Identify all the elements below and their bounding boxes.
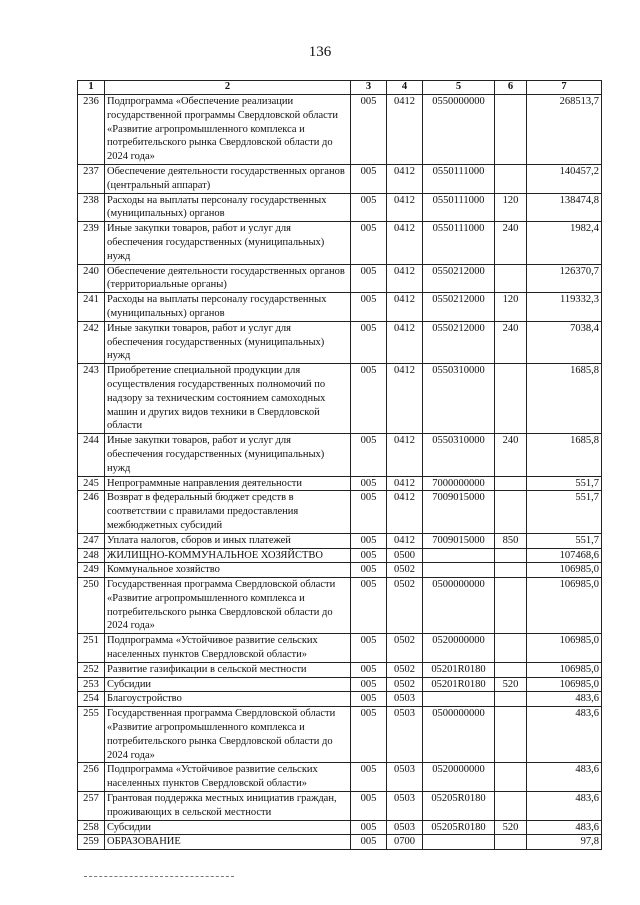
row-code-expense-type bbox=[495, 563, 527, 578]
row-code-section: 0412 bbox=[387, 193, 423, 222]
row-code-admin: 005 bbox=[351, 193, 387, 222]
row-code-target bbox=[423, 835, 495, 850]
row-code-target: 0550310000 bbox=[423, 364, 495, 434]
row-code-admin: 005 bbox=[351, 677, 387, 692]
row-code-admin: 005 bbox=[351, 792, 387, 821]
table-row bbox=[78, 476, 602, 491]
row-name: Государственная программа Свердловской области «Развитие агропромышленного комплекса и потребительского рынка Свердловской области до 2024 года» bbox=[105, 707, 351, 763]
row-code-admin: 005 bbox=[351, 578, 387, 634]
row-amount: 140457,2 bbox=[527, 164, 602, 193]
row-number: 245 bbox=[78, 476, 105, 491]
table-row bbox=[78, 548, 602, 563]
row-code-expense-type: 850 bbox=[495, 533, 527, 548]
row-code-target: 7009015000 bbox=[423, 491, 495, 533]
row-name: Обеспечение деятельности государственных органов (территориальные органы) bbox=[105, 264, 351, 293]
row-code-admin: 005 bbox=[351, 321, 387, 363]
row-code-target: 0550000000 bbox=[423, 95, 495, 165]
row-code-target bbox=[423, 563, 495, 578]
row-name: Государственная программа Свердловской области «Развитие агропромышленного комплекса и потребительского рынка Свердловской области до 2024 года» bbox=[105, 578, 351, 634]
row-number: 239 bbox=[78, 222, 105, 264]
row-code-target: 05201R0180 bbox=[423, 677, 495, 692]
row-amount: 483,6 bbox=[527, 792, 602, 821]
row-number: 246 bbox=[78, 491, 105, 533]
row-amount: 138474,8 bbox=[527, 193, 602, 222]
row-code-admin: 005 bbox=[351, 835, 387, 850]
table-row bbox=[78, 662, 602, 677]
row-code-admin: 005 bbox=[351, 548, 387, 563]
row-code-expense-type bbox=[495, 763, 527, 792]
row-amount: 551,7 bbox=[527, 491, 602, 533]
row-name: Подпрограмма «Устойчивое развитие сельских населенных пунктов Свердловской области» bbox=[105, 634, 351, 663]
row-amount: 268513,7 bbox=[527, 95, 602, 165]
row-amount: 483,6 bbox=[527, 820, 602, 835]
table-header-row bbox=[78, 81, 602, 95]
table-row bbox=[78, 533, 602, 548]
row-code-admin: 005 bbox=[351, 95, 387, 165]
row-code-section: 0412 bbox=[387, 491, 423, 533]
row-number: 258 bbox=[78, 820, 105, 835]
row-name: Приобретение специальной продукции для осуществления государственных полномочий по надзору за техническим состоянием самоходных машин и других видов техники в Свердловской области bbox=[105, 364, 351, 434]
table-row bbox=[78, 264, 602, 293]
row-code-target: 0550212000 bbox=[423, 321, 495, 363]
row-code-expense-type bbox=[495, 164, 527, 193]
row-code-admin: 005 bbox=[351, 763, 387, 792]
table-row bbox=[78, 222, 602, 264]
row-code-expense-type: 520 bbox=[495, 677, 527, 692]
row-name: Развитие газификации в сельской местности bbox=[105, 662, 351, 677]
row-code-expense-type: 240 bbox=[495, 222, 527, 264]
row-name: Грантовая поддержка местных инициатив граждан, проживающих в сельской местности bbox=[105, 792, 351, 821]
column-header-2: 2 bbox=[105, 81, 351, 95]
row-code-admin: 005 bbox=[351, 476, 387, 491]
row-code-section: 0412 bbox=[387, 434, 423, 476]
row-number: 248 bbox=[78, 548, 105, 563]
row-code-expense-type bbox=[495, 692, 527, 707]
row-code-expense-type bbox=[495, 364, 527, 434]
row-code-admin: 005 bbox=[351, 662, 387, 677]
row-code-admin: 005 bbox=[351, 692, 387, 707]
row-amount: 1685,8 bbox=[527, 434, 602, 476]
row-amount: 7038,4 bbox=[527, 321, 602, 363]
row-code-target: 0550212000 bbox=[423, 264, 495, 293]
row-number: 242 bbox=[78, 321, 105, 363]
row-code-expense-type bbox=[495, 264, 527, 293]
row-amount: 551,7 bbox=[527, 476, 602, 491]
row-code-admin: 005 bbox=[351, 164, 387, 193]
table-row bbox=[78, 677, 602, 692]
row-name: Иные закупки товаров, работ и услуг для обеспечения государственных (муниципальных) нужд bbox=[105, 321, 351, 363]
row-amount: 483,6 bbox=[527, 707, 602, 763]
row-name: Обеспечение деятельности государственных органов (центральный аппарат) bbox=[105, 164, 351, 193]
row-number: 244 bbox=[78, 434, 105, 476]
row-name: Иные закупки товаров, работ и услуг для обеспечения государственных (муниципальных) нужд bbox=[105, 222, 351, 264]
row-code-section: 0412 bbox=[387, 321, 423, 363]
row-code-target: 0500000000 bbox=[423, 578, 495, 634]
table-row bbox=[78, 95, 602, 165]
column-header-7: 7 bbox=[527, 81, 602, 95]
row-code-target: 0550212000 bbox=[423, 293, 495, 322]
row-number: 238 bbox=[78, 193, 105, 222]
row-code-section: 0503 bbox=[387, 692, 423, 707]
row-number: 257 bbox=[78, 792, 105, 821]
row-code-section: 0500 bbox=[387, 548, 423, 563]
row-code-section: 0412 bbox=[387, 533, 423, 548]
row-name: Расходы на выплаты персоналу государственных (муниципальных) органов bbox=[105, 193, 351, 222]
row-name: Коммунальное хозяйство bbox=[105, 563, 351, 578]
row-name: Подпрограмма «Обеспечение реализации государственной программы Свердловской области «Развитие агропромышленного комплекса и потребительского рынка Свердловской области до 2024 года» bbox=[105, 95, 351, 165]
table-row bbox=[78, 835, 602, 850]
row-code-section: 0700 bbox=[387, 835, 423, 850]
row-number: 236 bbox=[78, 95, 105, 165]
table-row bbox=[78, 563, 602, 578]
row-code-admin: 005 bbox=[351, 491, 387, 533]
row-code-expense-type bbox=[495, 578, 527, 634]
row-code-target bbox=[423, 692, 495, 707]
row-code-section: 0503 bbox=[387, 763, 423, 792]
table-row bbox=[78, 193, 602, 222]
row-code-section: 0503 bbox=[387, 820, 423, 835]
row-amount: 107468,6 bbox=[527, 548, 602, 563]
table-row bbox=[78, 692, 602, 707]
row-name: Благоустройство bbox=[105, 692, 351, 707]
row-number: 249 bbox=[78, 563, 105, 578]
row-code-expense-type bbox=[495, 95, 527, 165]
row-code-expense-type bbox=[495, 491, 527, 533]
row-name: Субсидии bbox=[105, 677, 351, 692]
row-number: 251 bbox=[78, 634, 105, 663]
row-name: Возврат в федеральный бюджет средств в соответствии с правилами предоставления межбюджетных субсидий bbox=[105, 491, 351, 533]
row-name: Субсидии bbox=[105, 820, 351, 835]
row-code-target: 0550111000 bbox=[423, 164, 495, 193]
row-code-expense-type bbox=[495, 548, 527, 563]
row-code-admin: 005 bbox=[351, 264, 387, 293]
row-name: Иные закупки товаров, работ и услуг для обеспечения государственных (муниципальных) нужд bbox=[105, 434, 351, 476]
row-code-admin: 005 bbox=[351, 707, 387, 763]
row-number: 237 bbox=[78, 164, 105, 193]
row-code-target: 0520000000 bbox=[423, 634, 495, 663]
row-code-section: 0502 bbox=[387, 634, 423, 663]
column-header-5: 5 bbox=[423, 81, 495, 95]
row-code-target: 7009015000 bbox=[423, 533, 495, 548]
footer-divider bbox=[84, 876, 234, 877]
row-name: ЖИЛИЩНО-КОММУНАЛЬНОЕ ХОЗЯЙСТВО bbox=[105, 548, 351, 563]
table-row bbox=[78, 820, 602, 835]
row-number: 250 bbox=[78, 578, 105, 634]
row-code-section: 0503 bbox=[387, 792, 423, 821]
row-code-target: 05205R0180 bbox=[423, 792, 495, 821]
row-code-admin: 005 bbox=[351, 820, 387, 835]
row-name: Уплата налогов, сборов и иных платежей bbox=[105, 533, 351, 548]
row-code-admin: 005 bbox=[351, 222, 387, 264]
row-number: 252 bbox=[78, 662, 105, 677]
row-code-section: 0412 bbox=[387, 293, 423, 322]
row-code-section: 0502 bbox=[387, 578, 423, 634]
row-code-section: 0503 bbox=[387, 707, 423, 763]
row-code-expense-type bbox=[495, 792, 527, 821]
row-amount: 1982,4 bbox=[527, 222, 602, 264]
table-row bbox=[78, 634, 602, 663]
table-row bbox=[78, 434, 602, 476]
row-amount: 1685,8 bbox=[527, 364, 602, 434]
row-code-section: 0412 bbox=[387, 95, 423, 165]
row-code-admin: 005 bbox=[351, 563, 387, 578]
row-amount: 106985,0 bbox=[527, 563, 602, 578]
row-code-admin: 005 bbox=[351, 293, 387, 322]
row-code-admin: 005 bbox=[351, 364, 387, 434]
row-amount: 551,7 bbox=[527, 533, 602, 548]
row-code-expense-type: 240 bbox=[495, 434, 527, 476]
row-amount: 126370,7 bbox=[527, 264, 602, 293]
row-number: 259 bbox=[78, 835, 105, 850]
table-row bbox=[78, 364, 602, 434]
row-code-section: 0412 bbox=[387, 264, 423, 293]
table-row bbox=[78, 792, 602, 821]
row-name: Подпрограмма «Устойчивое развитие сельских населенных пунктов Свердловской области» bbox=[105, 763, 351, 792]
row-code-target: 7000000000 bbox=[423, 476, 495, 491]
row-code-admin: 005 bbox=[351, 634, 387, 663]
row-code-expense-type bbox=[495, 707, 527, 763]
row-amount: 483,6 bbox=[527, 692, 602, 707]
page-number: 136 bbox=[308, 44, 332, 60]
row-number: 255 bbox=[78, 707, 105, 763]
table-body bbox=[78, 95, 602, 850]
row-name: Расходы на выплаты персоналу государственных (муниципальных) органов bbox=[105, 293, 351, 322]
row-number: 241 bbox=[78, 293, 105, 322]
row-code-section: 0502 bbox=[387, 677, 423, 692]
column-header-6: 6 bbox=[495, 81, 527, 95]
row-code-admin: 005 bbox=[351, 533, 387, 548]
row-amount: 97,8 bbox=[527, 835, 602, 850]
row-code-section: 0412 bbox=[387, 222, 423, 264]
row-name: Непрограммные направления деятельности bbox=[105, 476, 351, 491]
table-row bbox=[78, 763, 602, 792]
row-number: 256 bbox=[78, 763, 105, 792]
row-amount: 483,6 bbox=[527, 763, 602, 792]
row-number: 254 bbox=[78, 692, 105, 707]
row-amount: 106985,0 bbox=[527, 677, 602, 692]
row-code-section: 0412 bbox=[387, 476, 423, 491]
row-code-target bbox=[423, 548, 495, 563]
table-row bbox=[78, 707, 602, 763]
column-header-1: 1 bbox=[78, 81, 105, 95]
table-row bbox=[78, 293, 602, 322]
table-row bbox=[78, 491, 602, 533]
row-code-expense-type: 240 bbox=[495, 321, 527, 363]
row-code-section: 0412 bbox=[387, 164, 423, 193]
row-code-expense-type: 520 bbox=[495, 820, 527, 835]
row-code-expense-type: 120 bbox=[495, 193, 527, 222]
table-row bbox=[78, 578, 602, 634]
row-code-target: 0500000000 bbox=[423, 707, 495, 763]
row-name: ОБРАЗОВАНИЕ bbox=[105, 835, 351, 850]
row-code-target: 0550111000 bbox=[423, 222, 495, 264]
row-number: 253 bbox=[78, 677, 105, 692]
row-number: 240 bbox=[78, 264, 105, 293]
row-code-target: 05205R0180 bbox=[423, 820, 495, 835]
column-header-4: 4 bbox=[387, 81, 423, 95]
table-row bbox=[78, 321, 602, 363]
row-number: 243 bbox=[78, 364, 105, 434]
row-amount: 106985,0 bbox=[527, 578, 602, 634]
row-code-section: 0502 bbox=[387, 563, 423, 578]
row-code-expense-type: 120 bbox=[495, 293, 527, 322]
row-code-target: 0550310000 bbox=[423, 434, 495, 476]
row-code-section: 0412 bbox=[387, 364, 423, 434]
row-code-expense-type bbox=[495, 662, 527, 677]
budget-table bbox=[77, 80, 602, 850]
row-code-target: 0550111000 bbox=[423, 193, 495, 222]
row-amount: 106985,0 bbox=[527, 634, 602, 663]
row-code-target: 05201R0180 bbox=[423, 662, 495, 677]
row-number: 247 bbox=[78, 533, 105, 548]
row-code-expense-type bbox=[495, 835, 527, 850]
row-amount: 106985,0 bbox=[527, 662, 602, 677]
row-code-expense-type bbox=[495, 476, 527, 491]
column-header-3: 3 bbox=[351, 81, 387, 95]
row-amount: 119332,3 bbox=[527, 293, 602, 322]
row-code-target: 0520000000 bbox=[423, 763, 495, 792]
row-code-admin: 005 bbox=[351, 434, 387, 476]
row-code-expense-type bbox=[495, 634, 527, 663]
table-row bbox=[78, 164, 602, 193]
row-code-section: 0502 bbox=[387, 662, 423, 677]
